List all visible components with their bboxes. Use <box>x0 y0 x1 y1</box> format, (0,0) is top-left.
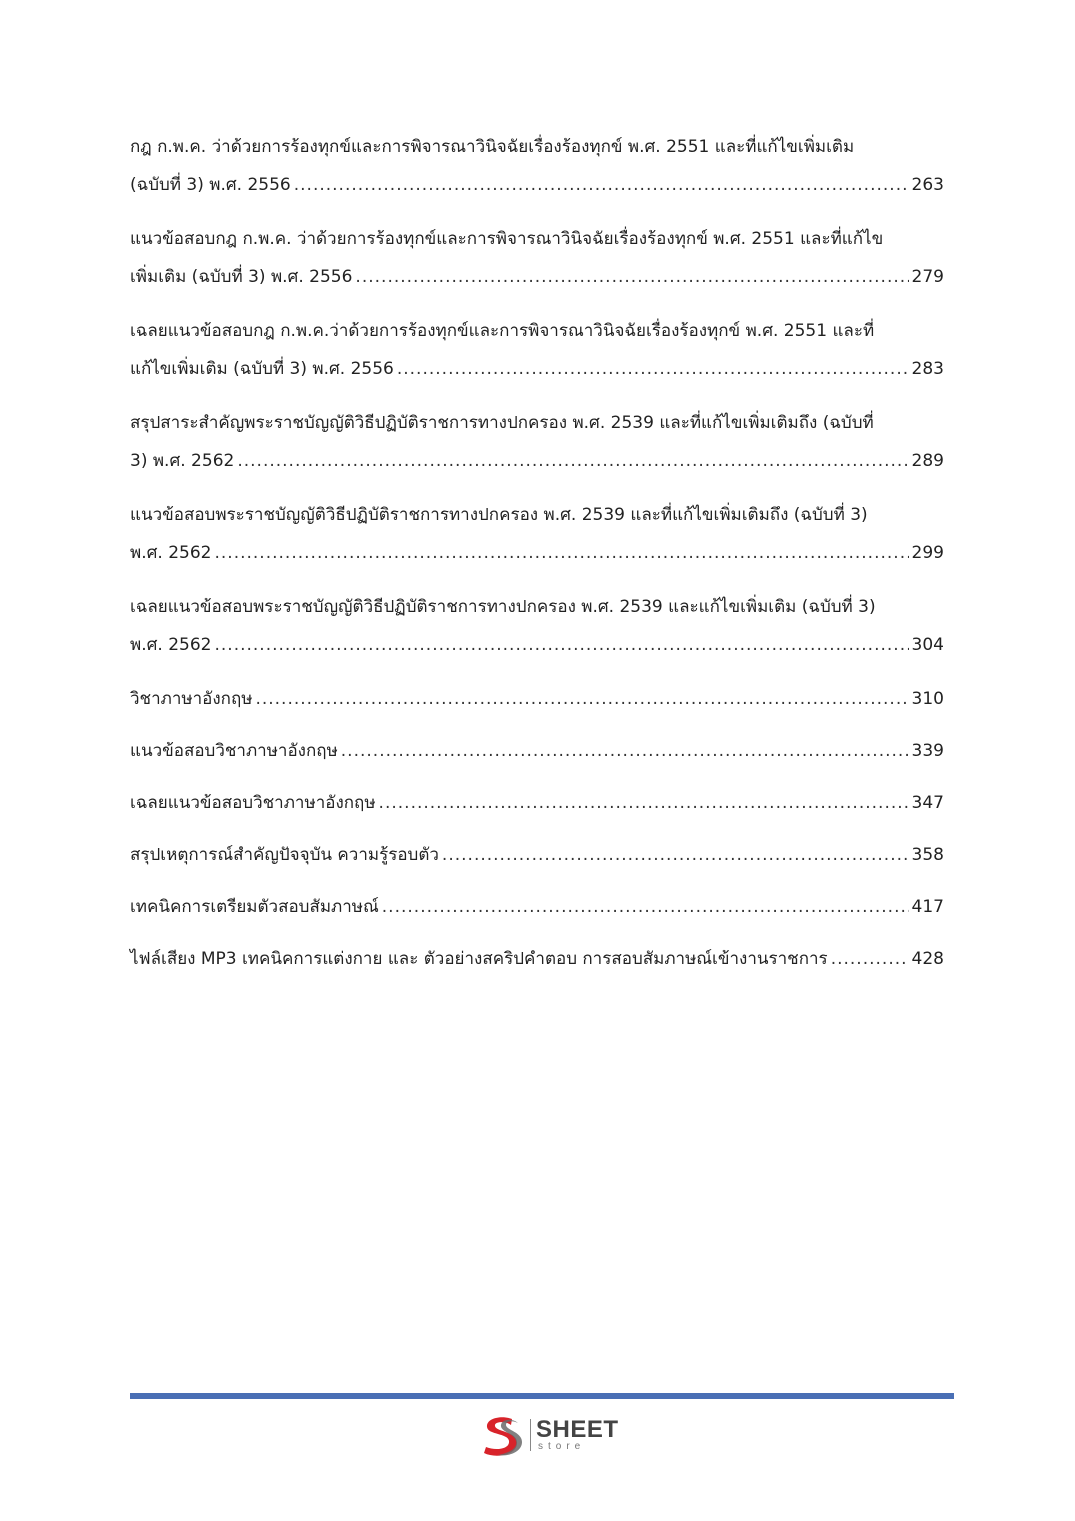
dot-leader <box>379 784 909 822</box>
toc-entry-title: แนวข้อสอบพระราชบัญญัติวิธีปฏิบัติราชการทางปกครอง พ.ศ. 2539 และที่แก้ไขเพิ่มเติมถึง (ฉบับที่ 3) <box>130 505 868 525</box>
toc-entry[interactable] <box>130 888 944 926</box>
toc-entry[interactable] <box>130 680 944 718</box>
toc-entry-title: เฉลยแนวข้อสอบกฎ ก.พ.ค.ว่าด้วยการร้องทุกข์และการพิจารณาวินิจฉัยเรื่องร้องทุกข์ พ.ศ. 2551 และที่ <box>130 321 875 341</box>
toc-entry-title-cont: พ.ศ. 2562 <box>130 543 212 563</box>
toc-entry-title: วิชาภาษาอังกฤษ <box>130 689 253 709</box>
toc-entry-title-cont: 3) พ.ศ. 2562 <box>130 451 235 471</box>
toc-entry-leader-line <box>130 888 944 926</box>
toc-entry[interactable] <box>130 496 944 572</box>
toc-entry-leader-line <box>130 166 944 204</box>
sheet-store-logo <box>478 1413 628 1459</box>
dot-leader <box>341 732 909 770</box>
toc-entry[interactable] <box>130 128 944 204</box>
toc-page-number: 304 <box>911 635 944 655</box>
toc-entry[interactable] <box>130 312 944 388</box>
toc-entry-title: สรุปสาระสำคัญพระราชบัญญัติวิธีปฏิบัติราชการทางปกครอง พ.ศ. 2539 และที่แก้ไขเพิ่มเติมถึง (ฉบับที่ <box>130 413 874 433</box>
dot-leader <box>255 680 908 718</box>
toc-page-number: 339 <box>911 741 944 761</box>
toc-entry-title: เทคนิคการเตรียมตัวสอบสัมภาษณ์ <box>130 897 379 917</box>
toc-page-number: 310 <box>911 689 944 709</box>
toc-entry-leader-line <box>130 784 944 822</box>
toc-entry-title: เฉลยแนวข้อสอบวิชาภาษาอังกฤษ <box>130 793 376 813</box>
toc-entry[interactable] <box>130 940 944 978</box>
toc-entry-title: เฉลยแนวข้อสอบพระราชบัญญัติวิธีปฏิบัติราชการทางปกครอง พ.ศ. 2539 และแก้ไขเพิ่มเติม (ฉบับที่ 3) <box>130 597 876 617</box>
toc-entry-leader-line <box>130 534 944 572</box>
toc-entry-leader-line <box>130 680 944 718</box>
dot-leader <box>237 442 908 480</box>
toc-entry-leader-line <box>130 940 944 978</box>
dot-leader <box>355 258 908 296</box>
toc-page-number: 358 <box>911 845 944 865</box>
toc-entry[interactable] <box>130 220 944 296</box>
toc-entry-leader-line <box>130 626 944 664</box>
footer-rule <box>130 1393 954 1399</box>
toc-entry[interactable] <box>130 732 944 770</box>
logo-subtext: store <box>538 1441 586 1452</box>
toc-entry-title: แนวข้อสอบกฎ ก.พ.ค. ว่าด้วยการร้องทุกข์และการพิจารณาวินิจฉัยเรื่องร้องทุกข์ พ.ศ. 2551 และที่แก้ไข <box>130 229 884 249</box>
toc-entry-leader-line <box>130 258 944 296</box>
toc-entry-title: แนวข้อสอบวิชาภาษาอังกฤษ <box>130 741 338 761</box>
toc-entry-title-cont: เพิ่มเติม (ฉบับที่ 3) พ.ศ. 2556 <box>130 267 353 287</box>
toc-entry[interactable] <box>130 404 944 480</box>
toc-page-number: 417 <box>911 897 944 917</box>
toc-entry-title-cont: พ.ศ. 2562 <box>130 635 212 655</box>
sheet-store-s-logo-icon <box>478 1413 526 1459</box>
toc-page-number: 279 <box>911 267 944 287</box>
toc-entry[interactable] <box>130 836 944 874</box>
toc-page-number: 299 <box>911 543 944 563</box>
toc-page-number: 283 <box>911 359 944 379</box>
logo-separator <box>530 1419 531 1451</box>
toc-entry-leader-line <box>130 350 944 388</box>
dot-leader <box>382 888 909 926</box>
toc-entry-title: สรุปเหตุการณ์สำคัญปัจจุบัน ความรู้รอบตัว <box>130 845 439 865</box>
toc-entry-title-cont: (ฉบับที่ 3) พ.ศ. 2556 <box>130 175 291 195</box>
toc-page-number: 289 <box>911 451 944 471</box>
toc-entry-title: กฎ ก.พ.ค. ว่าด้วยการร้องทุกข์และการพิจารณาวินิจฉัยเรื่องร้องทุกข์ พ.ศ. 2551 และที่แก้ไขเพิ่มเติม <box>130 137 855 157</box>
toc-entry[interactable] <box>130 784 944 822</box>
toc-entry[interactable] <box>130 588 944 664</box>
toc-entry-leader-line <box>130 836 944 874</box>
toc-entry-leader-line <box>130 732 944 770</box>
dot-leader <box>442 836 909 874</box>
dot-leader <box>214 534 908 572</box>
toc-page-number: 428 <box>911 949 944 969</box>
toc-page-number: 347 <box>911 793 944 813</box>
dot-leader <box>214 626 908 664</box>
toc-entry-title-cont: แก้ไขเพิ่มเติม (ฉบับที่ 3) พ.ศ. 2556 <box>130 359 394 379</box>
toc-entry-title: ไฟล์เสียง MP3 เทคนิคการแต่งกาย และ ตัวอย่างสคริปคำตอบ การสอบสัมภาษณ์เข้างานราชการ <box>130 949 828 969</box>
dot-leader <box>397 350 909 388</box>
logo-wordmark: SHEET <box>536 1416 619 1443</box>
dot-leader <box>294 166 909 204</box>
dot-leader <box>831 940 909 978</box>
toc-page-number: 263 <box>911 175 944 195</box>
toc-entry-leader-line <box>130 442 944 480</box>
table-of-contents <box>130 128 944 992</box>
